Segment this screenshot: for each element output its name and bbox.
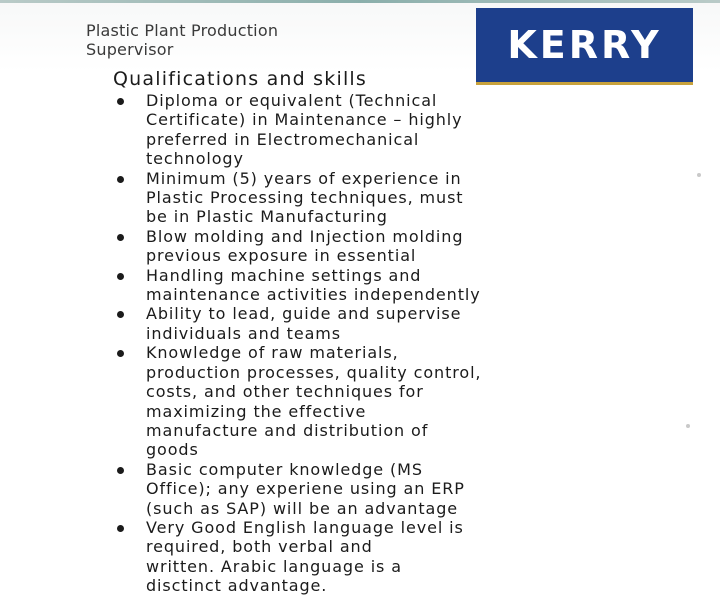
top-accent-bar — [0, 0, 720, 3]
job-title-line: Supervisor — [86, 40, 174, 59]
qualification-line: goods — [146, 440, 199, 460]
job-title-line: Plastic Plant Production — [86, 21, 279, 40]
job-title — [86, 21, 406, 59]
qualification-text — [146, 343, 608, 459]
qualification-text — [146, 227, 608, 266]
qualification-text — [146, 518, 608, 596]
bullet-icon — [117, 273, 124, 280]
qualification-line: preferred in Electromechanical — [146, 129, 420, 149]
qualification-line: be in Plastic Manufacturing — [146, 207, 388, 227]
qualification-line: written. Arabic language is a — [146, 556, 402, 576]
logo-text: KERRY — [507, 23, 662, 67]
qualification-item — [108, 227, 608, 266]
qualification-line: Office); any experiene using an ERP — [146, 479, 465, 499]
qualification-line: Diploma or equivalent (Technical — [146, 91, 438, 110]
qualification-item — [108, 169, 608, 227]
qualification-text — [146, 91, 608, 169]
qualification-item — [108, 343, 608, 459]
qualification-line: technology — [146, 149, 244, 169]
bullet-icon — [117, 234, 124, 241]
qualification-line: Ability to lead, guide and supervise — [146, 304, 462, 324]
qualifications-list — [108, 91, 608, 596]
bullet-icon — [117, 525, 124, 532]
qualification-line: required, both verbal and — [146, 537, 373, 557]
qualification-line: disctinct advantage. — [146, 576, 328, 596]
qualification-text — [146, 460, 608, 518]
bullet-icon — [117, 467, 124, 474]
qualification-line: manufacture and distribution of — [146, 420, 429, 440]
bullet-icon — [117, 98, 124, 105]
qualification-line: Basic computer knowledge (MS — [146, 459, 423, 479]
qualification-line: (such as SAP) will be an advantage — [146, 498, 459, 518]
qualification-line: Minimum (5) years of experience in — [146, 168, 462, 188]
qualification-item — [108, 460, 608, 518]
qualification-text — [146, 266, 608, 305]
speck-decoration — [686, 424, 690, 428]
qualification-line: Handling machine settings and — [146, 265, 422, 285]
kerry-logo — [476, 8, 693, 85]
qualification-item — [108, 304, 608, 343]
section-heading: Qualifications and skills — [113, 68, 368, 90]
qualification-line: Knowledge of raw materials, — [146, 343, 399, 363]
qualification-line: individuals and teams — [146, 323, 342, 343]
qualification-item — [108, 518, 608, 596]
qualification-text — [146, 304, 608, 343]
qualification-item — [108, 266, 608, 305]
qualification-line: Blow molding and Injection molding — [146, 226, 464, 246]
bullet-icon — [117, 176, 124, 183]
speck-decoration — [697, 173, 701, 177]
qualification-text — [146, 169, 608, 227]
qualification-line: costs, and other techniques for — [146, 382, 424, 402]
qualification-line: previous exposure in essential — [146, 246, 417, 266]
qualification-line: production processes, quality control, — [146, 362, 482, 382]
qualification-line: maintenance activities independently — [146, 285, 481, 305]
qualification-item — [108, 91, 608, 169]
bullet-icon — [117, 311, 124, 318]
bullet-icon — [117, 350, 124, 357]
qualification-line: Plastic Processing techniques, must — [146, 188, 464, 208]
qualification-line: Certificate) in Maintenance – highly — [146, 110, 463, 130]
qualification-line: Very Good English language level is — [146, 517, 464, 537]
qualification-line: maximizing the effective — [146, 401, 367, 421]
